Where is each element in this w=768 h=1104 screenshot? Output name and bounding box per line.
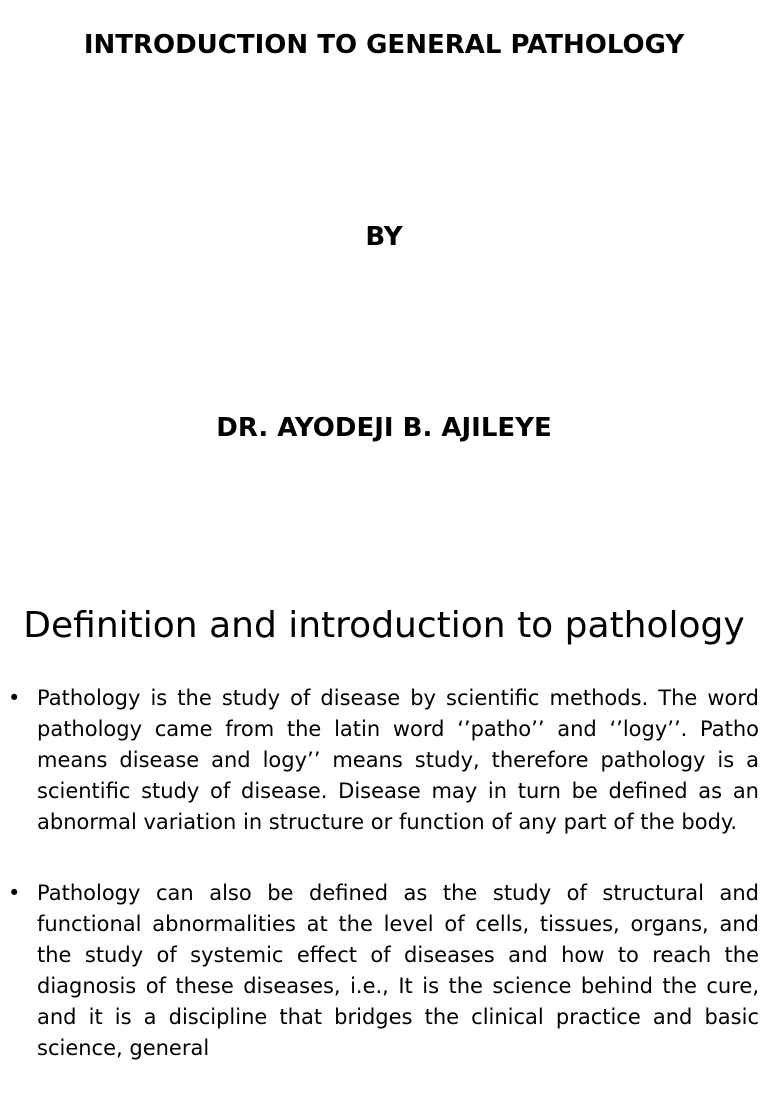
definition-bullet-list xyxy=(0,683,768,1104)
list-item xyxy=(0,878,768,1064)
list-item xyxy=(0,683,768,838)
bullet-icon: • xyxy=(8,881,21,905)
author-name: DR. AYODEJI B. AJILEYE xyxy=(216,413,552,443)
section-heading: Definition and introduction to pathology xyxy=(23,605,745,646)
bullet-text: Pathology is the study of disease by scientific methods. The word pathology came from the latin word ‘’patho’’ and ‘’logy’’. Patho means disease and logy’’ means study, therefore pathology is a scientific study of disease. Disease may in turn be defined as an abnormal variation in structure or function of any part of the body. xyxy=(37,686,759,834)
byline-label: BY xyxy=(365,222,403,252)
bullet-text: Pathology can also be defined as the study of structural and functional abnormalities at the level of cells, tissues, organs, and the study of systemic effect of diseases and how to reach the diagnosis of these diseases, i.e., It is the science behind the cure, and it is a discipline that bridges the clinical practice and basic science, general xyxy=(37,881,759,1060)
bullet-icon: • xyxy=(8,686,21,710)
slide-title: INTRODUCTION TO GENERAL PATHOLOGY xyxy=(83,30,685,60)
